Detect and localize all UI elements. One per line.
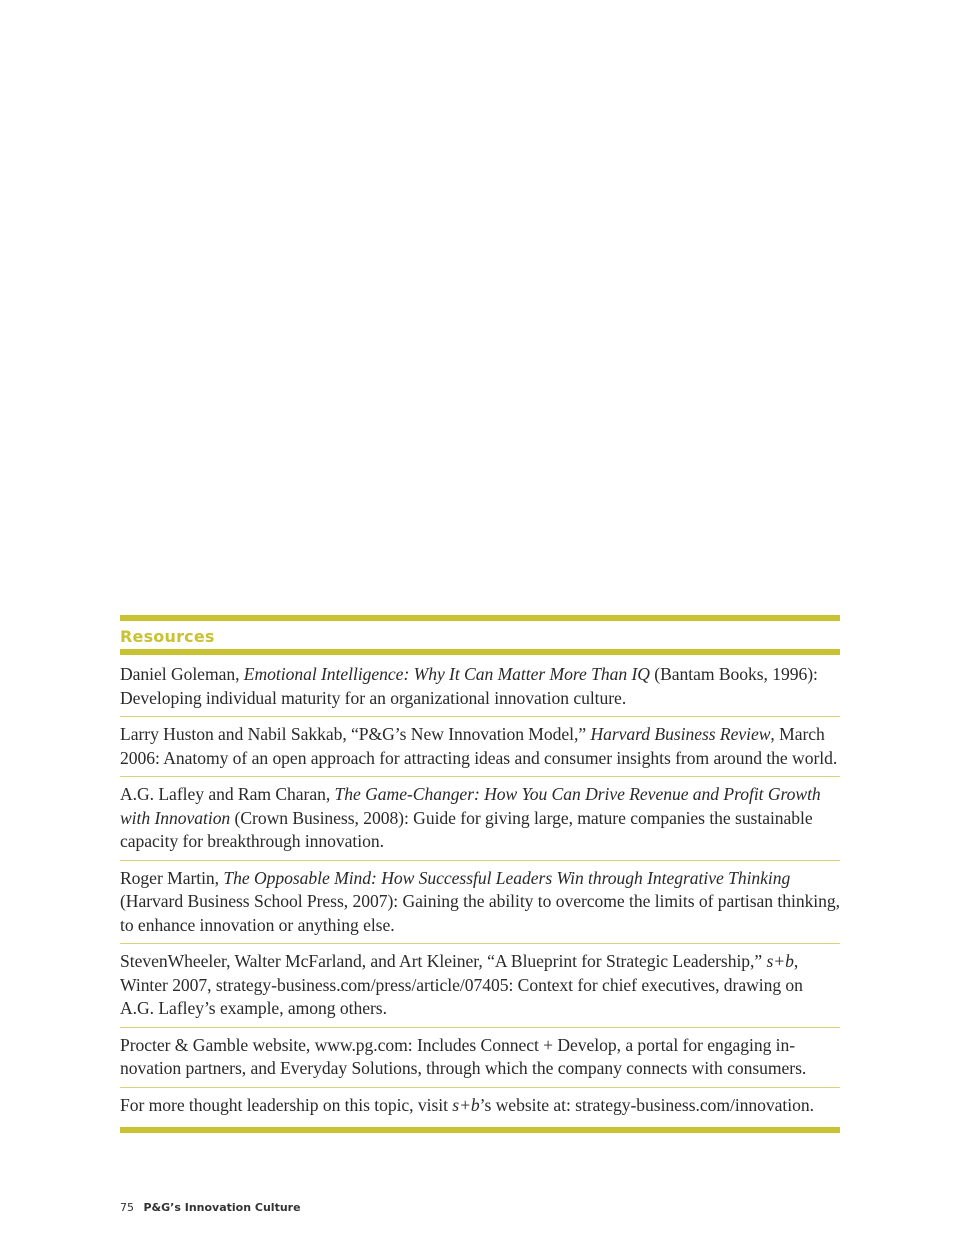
resource-text: ’s website at: strategy-business.com/innovation. [479,1094,814,1115]
resources-heading: Resources [120,627,215,646]
resource-entry [120,950,840,1028]
resource-title: s+b [766,951,794,971]
resource-text: Procter & Gamble website, www.pg.com: Includes Connect + Develop, a portal for engaging in-novation partners, and Everyday Solutions, through which the company connects with consumers. [120,1034,807,1078]
resource-entry [120,663,840,717]
page-footer [120,1201,301,1214]
resource-text: (Crown Business, 2008): Guide for giving large, mature companies the sustainable capacity for breakthrough innovation. [120,807,813,851]
running-title: P&G’s Innovation Culture [143,1201,301,1214]
heading-rule [120,649,840,655]
resource-text: For more thought leadership on this topic, visit [120,1094,453,1115]
resource-text: (Harvard Business School Press, 2007): Gaining the ability to overcome the limits of partisan thinking, to enhance innovation or anything else. [120,891,840,935]
resource-text: StevenWheeler, Walter McFarland, and Art Kleiner, “A Blueprint for Strategic Leadership,” [120,951,767,971]
resource-text: Larry Huston and Nabil Sakkab, “P&G’s New Innovation Model,” [120,724,591,744]
resource-entry [120,1094,840,1122]
resource-list [120,663,840,1121]
bottom-rule [120,1127,840,1133]
resource-entry [120,723,840,777]
resource-text: A.G. Lafley and Ram Charan, [120,784,335,804]
resource-title: Emotional Intelligence: Why It Can Matter More Than IQ [243,664,650,684]
resource-title: The Opposable Mind: How Successful Leaders Win through Integrative Thinking [223,867,791,888]
resource-entry [120,783,840,861]
resource-text: (Bantam Books, 1996): Developing individual maturity for an organizational innovation culture. [120,664,818,708]
resource-title: The Game-Changer: How You Can Drive Revenue and Profit Growth with Innovation [120,784,821,828]
resource-text: Daniel Goleman, [120,664,244,684]
resource-text: Roger Martin, [120,867,224,888]
top-rule [120,615,840,621]
resources-box [120,615,840,1133]
resource-entry [120,1034,840,1088]
resource-title: s+b [452,1094,480,1115]
resource-text: , Winter 2007, strategy-business.com/press/article/07405: Context for chief executives, drawing on A.G. Lafley’s example, among others. [120,951,803,1018]
resource-text: , March 2006: Anatomy of an open approach for attracting ideas and consumer insights from around the world. [120,724,838,768]
page-number: 75 [120,1201,134,1214]
resource-entry [120,867,840,945]
resource-title: Harvard Business Review [590,724,771,744]
